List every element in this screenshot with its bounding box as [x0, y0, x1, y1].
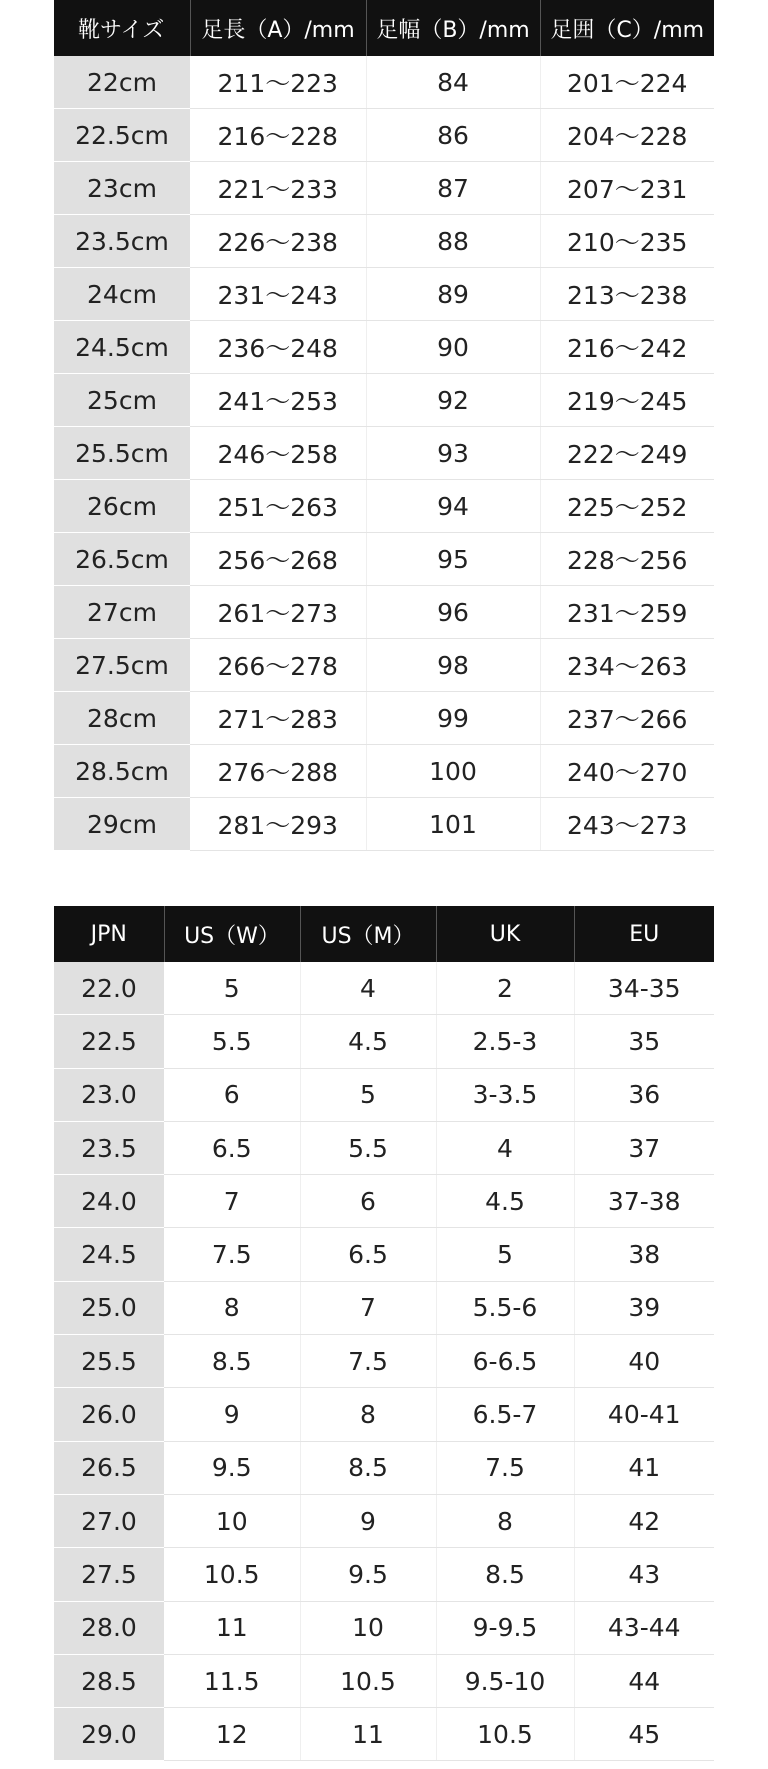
shoe-size-cell: 28.5cm: [54, 745, 190, 798]
table-header-row: [54, 0, 714, 56]
table-row: [54, 1708, 714, 1761]
shoe-size-cell: 27cm: [54, 586, 190, 639]
jpn-size-cell: 23.5: [54, 1121, 164, 1174]
eu-cell: 45: [574, 1708, 714, 1761]
us-women-cell: 9.5: [164, 1441, 300, 1494]
uk-cell: 7.5: [436, 1441, 574, 1494]
us-women-cell: 5: [164, 962, 300, 1015]
uk-cell: 5.5-6: [436, 1281, 574, 1334]
table-row: [54, 1281, 714, 1334]
us-women-cell: 5.5: [164, 1015, 300, 1068]
table-row: [54, 162, 714, 215]
uk-cell: 8.5: [436, 1548, 574, 1601]
us-women-cell: 7.5: [164, 1228, 300, 1281]
table-row: [54, 1601, 714, 1654]
shoe-size-cell: 22.5cm: [54, 109, 190, 162]
foot-width-cell: 98: [366, 639, 540, 692]
us-women-cell: 7: [164, 1175, 300, 1228]
foot-width-cell: 101: [366, 798, 540, 851]
table-row: [54, 480, 714, 533]
uk-cell: 3-3.5: [436, 1068, 574, 1121]
eu-cell: 42: [574, 1494, 714, 1547]
header-shoe-size: 靴サイズ: [54, 0, 190, 56]
foot-length-cell: 261〜273: [190, 586, 366, 639]
table-row: [54, 1388, 714, 1441]
shoe-size-cell: 24.5cm: [54, 321, 190, 374]
table-row: [54, 1015, 714, 1068]
table-row: [54, 1335, 714, 1388]
foot-length-cell: 221〜233: [190, 162, 366, 215]
foot-girth-cell: 204〜228: [540, 109, 714, 162]
foot-girth-cell: 237〜266: [540, 692, 714, 745]
foot-girth-cell: 234〜263: [540, 639, 714, 692]
us-men-cell: 6.5: [300, 1228, 436, 1281]
uk-cell: 9-9.5: [436, 1601, 574, 1654]
shoe-size-cell: 23cm: [54, 162, 190, 215]
foot-width-cell: 96: [366, 586, 540, 639]
uk-cell: 6.5-7: [436, 1388, 574, 1441]
us-men-cell: 10.5: [300, 1654, 436, 1707]
foot-length-cell: 236〜248: [190, 321, 366, 374]
foot-length-cell: 251〜263: [190, 480, 366, 533]
uk-cell: 5: [436, 1228, 574, 1281]
foot-length-cell: 246〜258: [190, 427, 366, 480]
jpn-size-cell: 22.0: [54, 962, 164, 1015]
foot-girth-cell: 222〜249: [540, 427, 714, 480]
foot-length-cell: 256〜268: [190, 533, 366, 586]
header-us-men: US（M）: [300, 906, 436, 962]
jpn-size-cell: 28.5: [54, 1654, 164, 1707]
uk-cell: 9.5-10: [436, 1654, 574, 1707]
table-row: [54, 1121, 714, 1174]
shoe-size-cell: 26.5cm: [54, 533, 190, 586]
foot-width-cell: 84: [366, 56, 540, 109]
jpn-size-cell: 25.5: [54, 1335, 164, 1388]
jpn-size-cell: 28.0: [54, 1601, 164, 1654]
us-men-cell: 8.5: [300, 1441, 436, 1494]
us-women-cell: 6: [164, 1068, 300, 1121]
us-women-cell: 10.5: [164, 1548, 300, 1601]
foot-girth-cell: 240〜270: [540, 745, 714, 798]
table-row: [54, 639, 714, 692]
us-women-cell: 11: [164, 1601, 300, 1654]
us-women-cell: 8: [164, 1281, 300, 1334]
table-row: [54, 586, 714, 639]
header-foot-width: 足幅（B）/mm: [366, 0, 540, 56]
uk-cell: 4.5: [436, 1175, 574, 1228]
us-women-cell: 10: [164, 1494, 300, 1547]
table-header-row: [54, 906, 714, 962]
uk-cell: 4: [436, 1121, 574, 1174]
eu-cell: 44: [574, 1654, 714, 1707]
foot-length-cell: 231〜243: [190, 268, 366, 321]
foot-width-cell: 89: [366, 268, 540, 321]
jpn-size-cell: 24.5: [54, 1228, 164, 1281]
eu-cell: 41: [574, 1441, 714, 1494]
foot-width-cell: 92: [366, 374, 540, 427]
foot-width-cell: 88: [366, 215, 540, 268]
table-row: [54, 1228, 714, 1281]
header-us-women: US（W）: [164, 906, 300, 962]
eu-cell: 37-38: [574, 1175, 714, 1228]
eu-cell: 35: [574, 1015, 714, 1068]
shoe-size-cell: 22cm: [54, 56, 190, 109]
header-eu: EU: [574, 906, 714, 962]
foot-girth-cell: 219〜245: [540, 374, 714, 427]
table-row: [54, 745, 714, 798]
foot-length-cell: 216〜228: [190, 109, 366, 162]
us-women-cell: 6.5: [164, 1121, 300, 1174]
table-row: [54, 215, 714, 268]
us-men-cell: 9: [300, 1494, 436, 1547]
eu-cell: 34-35: [574, 962, 714, 1015]
table-row: [54, 1441, 714, 1494]
eu-cell: 38: [574, 1228, 714, 1281]
uk-cell: 10.5: [436, 1708, 574, 1761]
foot-girth-cell: 231〜259: [540, 586, 714, 639]
jpn-size-cell: 26.0: [54, 1388, 164, 1441]
jpn-size-cell: 22.5: [54, 1015, 164, 1068]
table-row: [54, 692, 714, 745]
us-women-cell: 9: [164, 1388, 300, 1441]
shoe-size-cell: 25.5cm: [54, 427, 190, 480]
shoe-size-cell: 29cm: [54, 798, 190, 851]
table-row: [54, 427, 714, 480]
foot-girth-cell: 210〜235: [540, 215, 714, 268]
foot-length-cell: 241〜253: [190, 374, 366, 427]
foot-girth-cell: 201〜224: [540, 56, 714, 109]
us-women-cell: 8.5: [164, 1335, 300, 1388]
us-men-cell: 7: [300, 1281, 436, 1334]
table-row: [54, 798, 714, 851]
us-men-cell: 9.5: [300, 1548, 436, 1601]
us-men-cell: 7.5: [300, 1335, 436, 1388]
uk-cell: 2: [436, 962, 574, 1015]
shoe-size-cell: 24cm: [54, 268, 190, 321]
size-conversion-table: [54, 906, 714, 1761]
eu-cell: 37: [574, 1121, 714, 1174]
shoe-size-cell: 27.5cm: [54, 639, 190, 692]
table-row: [54, 109, 714, 162]
foot-width-cell: 95: [366, 533, 540, 586]
foot-girth-cell: 213〜238: [540, 268, 714, 321]
eu-cell: 40-41: [574, 1388, 714, 1441]
jpn-size-cell: 23.0: [54, 1068, 164, 1121]
foot-length-cell: 271〜283: [190, 692, 366, 745]
table-row: [54, 1068, 714, 1121]
uk-cell: 2.5-3: [436, 1015, 574, 1068]
jpn-size-cell: 25.0: [54, 1281, 164, 1334]
header-uk: UK: [436, 906, 574, 962]
shoe-size-cell: 23.5cm: [54, 215, 190, 268]
foot-length-cell: 226〜238: [190, 215, 366, 268]
foot-width-cell: 93: [366, 427, 540, 480]
eu-cell: 43-44: [574, 1601, 714, 1654]
foot-girth-cell: 207〜231: [540, 162, 714, 215]
eu-cell: 43: [574, 1548, 714, 1601]
jpn-size-cell: 27.5: [54, 1548, 164, 1601]
foot-length-cell: 211〜223: [190, 56, 366, 109]
table-row: [54, 533, 714, 586]
header-foot-length: 足長（A）/mm: [190, 0, 366, 56]
us-men-cell: 6: [300, 1175, 436, 1228]
header-foot-girth: 足囲（C）/mm: [540, 0, 714, 56]
foot-size-table: [54, 0, 714, 851]
us-men-cell: 5: [300, 1068, 436, 1121]
shoe-size-cell: 28cm: [54, 692, 190, 745]
foot-width-cell: 94: [366, 480, 540, 533]
us-men-cell: 4: [300, 962, 436, 1015]
foot-width-cell: 100: [366, 745, 540, 798]
shoe-size-cell: 26cm: [54, 480, 190, 533]
us-men-cell: 5.5: [300, 1121, 436, 1174]
uk-cell: 8: [436, 1494, 574, 1547]
table-row: [54, 374, 714, 427]
foot-width-cell: 87: [366, 162, 540, 215]
foot-width-cell: 86: [366, 109, 540, 162]
table-row: [54, 321, 714, 374]
jpn-size-cell: 29.0: [54, 1708, 164, 1761]
foot-length-cell: 276〜288: [190, 745, 366, 798]
table-row: [54, 1494, 714, 1547]
foot-girth-cell: 228〜256: [540, 533, 714, 586]
foot-girth-cell: 216〜242: [540, 321, 714, 374]
table-row: [54, 1548, 714, 1601]
us-women-cell: 12: [164, 1708, 300, 1761]
table-row: [54, 962, 714, 1015]
foot-girth-cell: 225〜252: [540, 480, 714, 533]
foot-length-cell: 281〜293: [190, 798, 366, 851]
jpn-size-cell: 26.5: [54, 1441, 164, 1494]
shoe-size-cell: 25cm: [54, 374, 190, 427]
eu-cell: 39: [574, 1281, 714, 1334]
us-men-cell: 4.5: [300, 1015, 436, 1068]
table-row: [54, 268, 714, 321]
eu-cell: 40: [574, 1335, 714, 1388]
us-men-cell: 10: [300, 1601, 436, 1654]
header-jpn: JPN: [54, 906, 164, 962]
foot-length-cell: 266〜278: [190, 639, 366, 692]
foot-width-cell: 90: [366, 321, 540, 374]
jpn-size-cell: 24.0: [54, 1175, 164, 1228]
foot-width-cell: 99: [366, 692, 540, 745]
foot-girth-cell: 243〜273: [540, 798, 714, 851]
eu-cell: 36: [574, 1068, 714, 1121]
jpn-size-cell: 27.0: [54, 1494, 164, 1547]
us-women-cell: 11.5: [164, 1654, 300, 1707]
us-men-cell: 11: [300, 1708, 436, 1761]
table-row: [54, 1654, 714, 1707]
uk-cell: 6-6.5: [436, 1335, 574, 1388]
table-row: [54, 1175, 714, 1228]
table-row: [54, 56, 714, 109]
us-men-cell: 8: [300, 1388, 436, 1441]
